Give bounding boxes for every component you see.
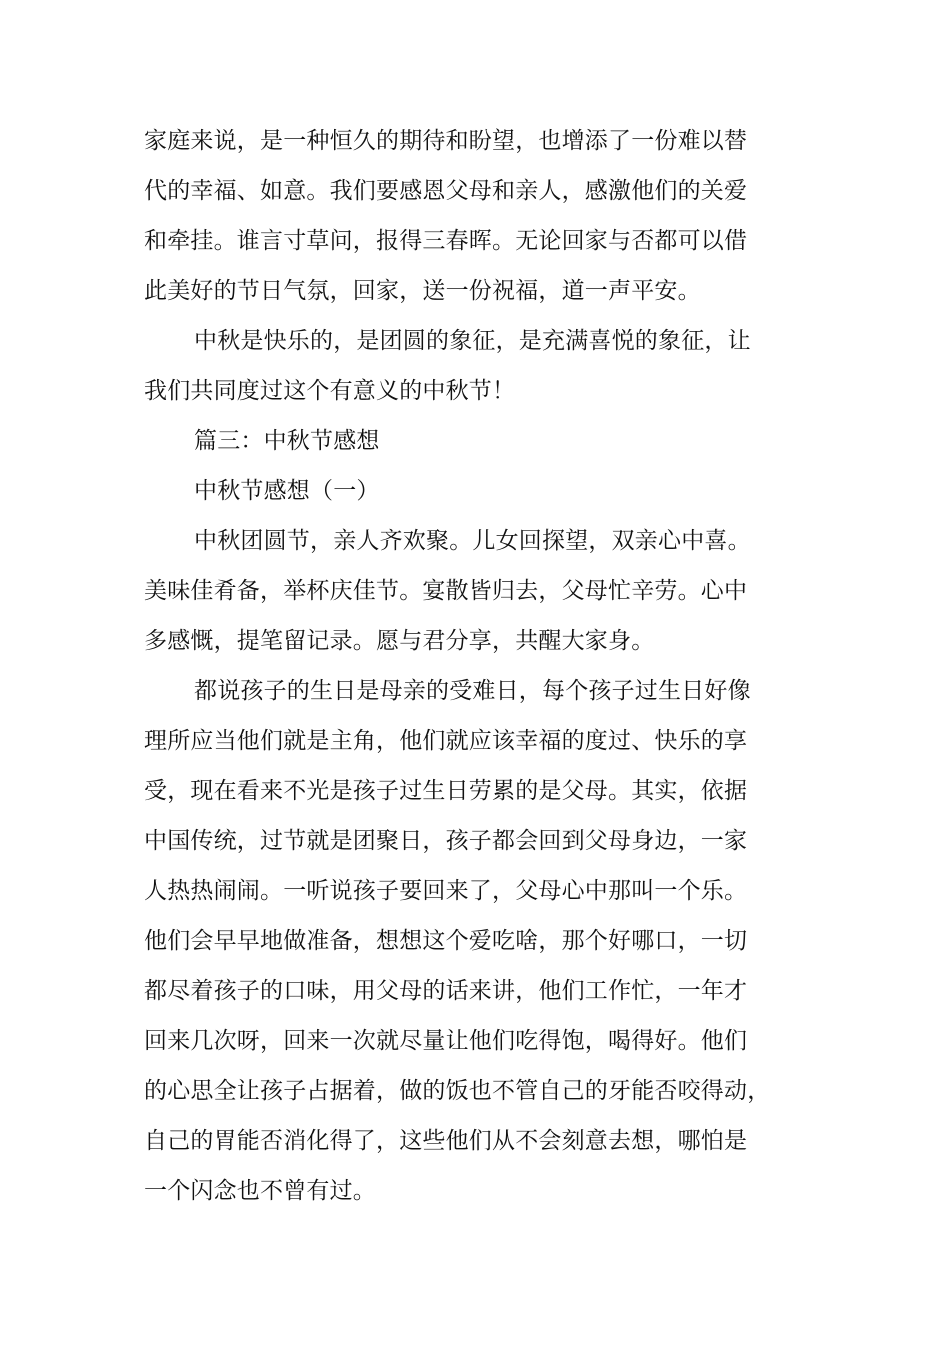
text-line: 回来几次呀，回来一次就尽量让他们吃得饱，喝得好。他们 <box>144 1028 748 1054</box>
text-line: 理所应当他们就是主角，他们就应该幸福的度过、快乐的享 <box>144 728 748 754</box>
text-line: 受，现在看来不光是孩子过生日劳累的是父母。其实，依据 <box>144 778 748 804</box>
text-line: 他们会早早地做准备，想想这个爱吃啥，那个好哪口，一切 <box>144 928 748 954</box>
text-line: 都说孩子的生日是母亲的受难日，每个孩子过生日好像 <box>194 678 751 704</box>
text-line: 的心思全让孩子占据着，做的饭也不管自己的牙能否咬得动， <box>144 1078 771 1104</box>
section-heading: 篇三：中秋节感想 <box>194 428 380 454</box>
text-line: 和牵挂。谁言寸草问，报得三春晖。无论回家与否都可以借 <box>144 228 748 254</box>
text-line: 多感慨，提笔留记录。愿与君分享，共醒大家身。 <box>144 628 655 654</box>
subsection-heading: 中秋节感想（一） <box>194 478 380 504</box>
text-line: 美味佳肴备，举杯庆佳节。宴散皆归去，父母忙辛劳。心中 <box>144 578 748 604</box>
text-line: 一个闪念也不曾有过。 <box>144 1178 376 1204</box>
text-line: 人热热闹闹。一听说孩子要回来了，父母心中那叫一个乐。 <box>144 878 748 904</box>
text-line: 自己的胃能否消化得了，这些他们从不会刻意去想，哪怕是 <box>144 1128 748 1154</box>
text-line: 此美好的节日气氛，回家，送一份祝福，道一声平安。 <box>144 278 701 304</box>
text-line: 代的幸福、如意。我们要感恩父母和亲人，感激他们的关爱 <box>144 178 748 204</box>
text-line: 都尽着孩子的口味，用父母的话来讲，他们工作忙，一年才 <box>144 978 748 1004</box>
text-line: 家庭来说，是一种恒久的期待和盼望，也增添了一份难以替 <box>144 128 748 154</box>
text-line: 我们共同度过这个有意义的中秋节！ <box>144 378 516 404</box>
text-line: 中秋团圆节，亲人齐欢聚。儿女回探望，双亲心中喜。 <box>194 528 751 554</box>
text-line: 中国传统，过节就是团聚日，孩子都会回到父母身边，一家 <box>144 828 748 854</box>
text-line: 中秋是快乐的，是团圆的象征，是充满喜悦的象征，让 <box>194 328 751 354</box>
